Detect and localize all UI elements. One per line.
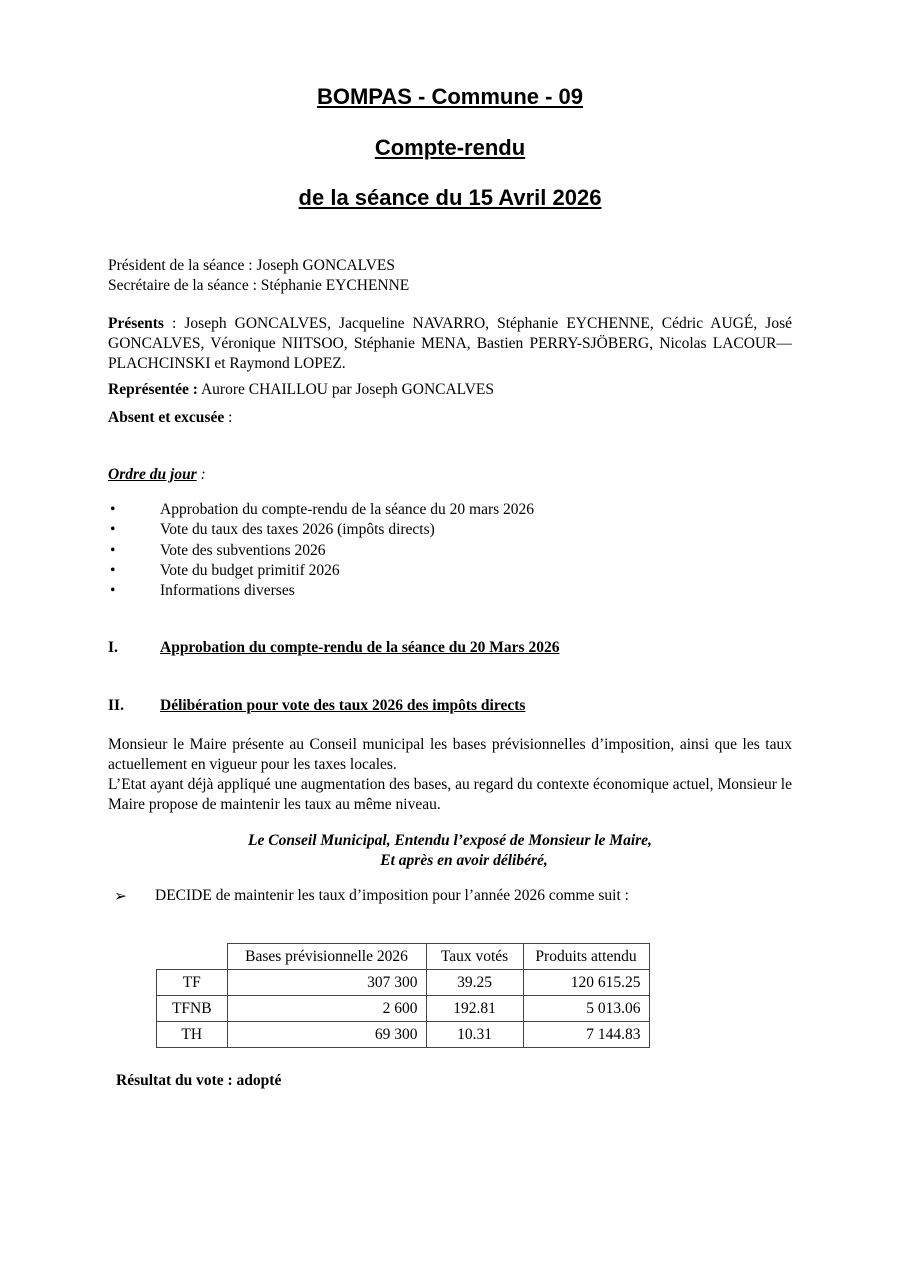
- agenda-item: • Approbation du compte-rendu de la séance du 20 mars 2026: [108, 500, 534, 520]
- representee-text: Aurore CHAILLOU par Joseph GONCALVES: [197, 381, 495, 398]
- table-cell: 39.25: [426, 970, 523, 996]
- ordre-suffix: :: [196, 466, 206, 483]
- table-row: [157, 1022, 650, 1048]
- vote-result: Résultat du vote : adopté: [116, 1072, 282, 1089]
- row-label: TH: [157, 1022, 228, 1048]
- secretaire-line: Secrétaire de la séance : Stéphanie EYCHENNE: [108, 277, 410, 294]
- empty-header-cell: [157, 944, 228, 970]
- agenda-item: • Informations diverses: [108, 581, 534, 601]
- table-row: [157, 996, 650, 1022]
- table-cell: 7 144.83: [523, 1022, 649, 1048]
- document-subtitle: Compte-rendu: [374, 135, 526, 160]
- conseil-line-2: Et après en avoir délibéré,: [380, 852, 548, 869]
- ordre-du-jour-heading: [108, 465, 792, 485]
- presents-label: Présents: [108, 315, 164, 332]
- table-cell: 69 300: [227, 1022, 426, 1048]
- section-number: I.: [108, 639, 118, 656]
- table-cell: 2 600: [227, 996, 426, 1022]
- ordre-label: Ordre du jour: [108, 466, 197, 483]
- table-row: [157, 970, 650, 996]
- agenda-item: • Vote du budget primitif 2026: [108, 561, 534, 581]
- absent-text: :: [224, 409, 233, 426]
- section-1-heading: [108, 639, 559, 657]
- body-paragraph-1: Monsieur le Maire présente au Conseil municipal les bases prévisionnelles d’imposition, ainsi que les taux actuellement en vigueur pour les taxes locales.: [108, 736, 792, 773]
- table-cell: 307 300: [227, 970, 426, 996]
- tax-rates-table: [156, 943, 650, 1048]
- conseil-statement: [0, 831, 900, 871]
- table-cell: 192.81: [426, 996, 523, 1022]
- column-header: Produits attendu: [523, 944, 649, 970]
- table-cell: 10.31: [426, 1022, 523, 1048]
- absent-label: Absent et excusée: [108, 409, 225, 426]
- table-cell: 120 615.25: [523, 970, 649, 996]
- conseil-line-1: Le Conseil Municipal, Entendu l’exposé de Monsieur le Maire,: [248, 832, 652, 849]
- column-header: Taux votés: [426, 944, 523, 970]
- document-title: BOMPAS - Commune - 09: [316, 84, 584, 109]
- absent-line: [108, 408, 792, 428]
- agenda-item: • Vote des subventions 2026: [108, 541, 534, 561]
- president-line: Président de la séance : Joseph GONCALVES: [108, 257, 395, 274]
- row-label: TFNB: [157, 996, 228, 1022]
- section-number: II.: [108, 697, 124, 714]
- section-title: Approbation du compte-rendu de la séance du 20 Mars 2026: [160, 639, 560, 656]
- session-date-title: de la séance du 15 Avril 2026: [298, 185, 602, 210]
- section-title: Délibération pour vote des taux 2026 des impôts directs: [160, 697, 526, 714]
- section-2-heading: [108, 697, 525, 715]
- arrow-bullet-icon: ➢: [114, 888, 127, 905]
- decide-line: DECIDE de maintenir les taux d’imposition pour l’année 2026 comme suit :: [155, 887, 629, 904]
- body-paragraph-2: L’Etat ayant déjà appliqué une augmentation des bases, au regard du contexte économique actuel, Monsieur le Maire propose de maintenir les taux au même niveau.: [108, 776, 792, 813]
- column-header: Bases prévisionnelle 2026: [227, 944, 426, 970]
- presents-text: : Joseph GONCALVES, Jacqueline NAVARRO, Stéphanie EYCHENNE, Cédric AUGÉ, José GONCALVES, Véronique NIITSOO, Stéphanie MENA, Bastien PERRY-SJÖBERG, Nicolas LACOUR—PLACHCINSKI et Raymond LOPEZ.: [108, 315, 792, 372]
- row-label: TF: [157, 970, 228, 996]
- presents-paragraph: [108, 314, 792, 374]
- agenda-list: [108, 500, 534, 601]
- table-cell: 5 013.06: [523, 996, 649, 1022]
- agenda-item: • Vote du taux des taxes 2026 (impôts directs): [108, 520, 534, 540]
- table-header-row: [157, 944, 650, 970]
- representee-line: [108, 380, 792, 400]
- representee-label: Représentée :: [108, 381, 198, 398]
